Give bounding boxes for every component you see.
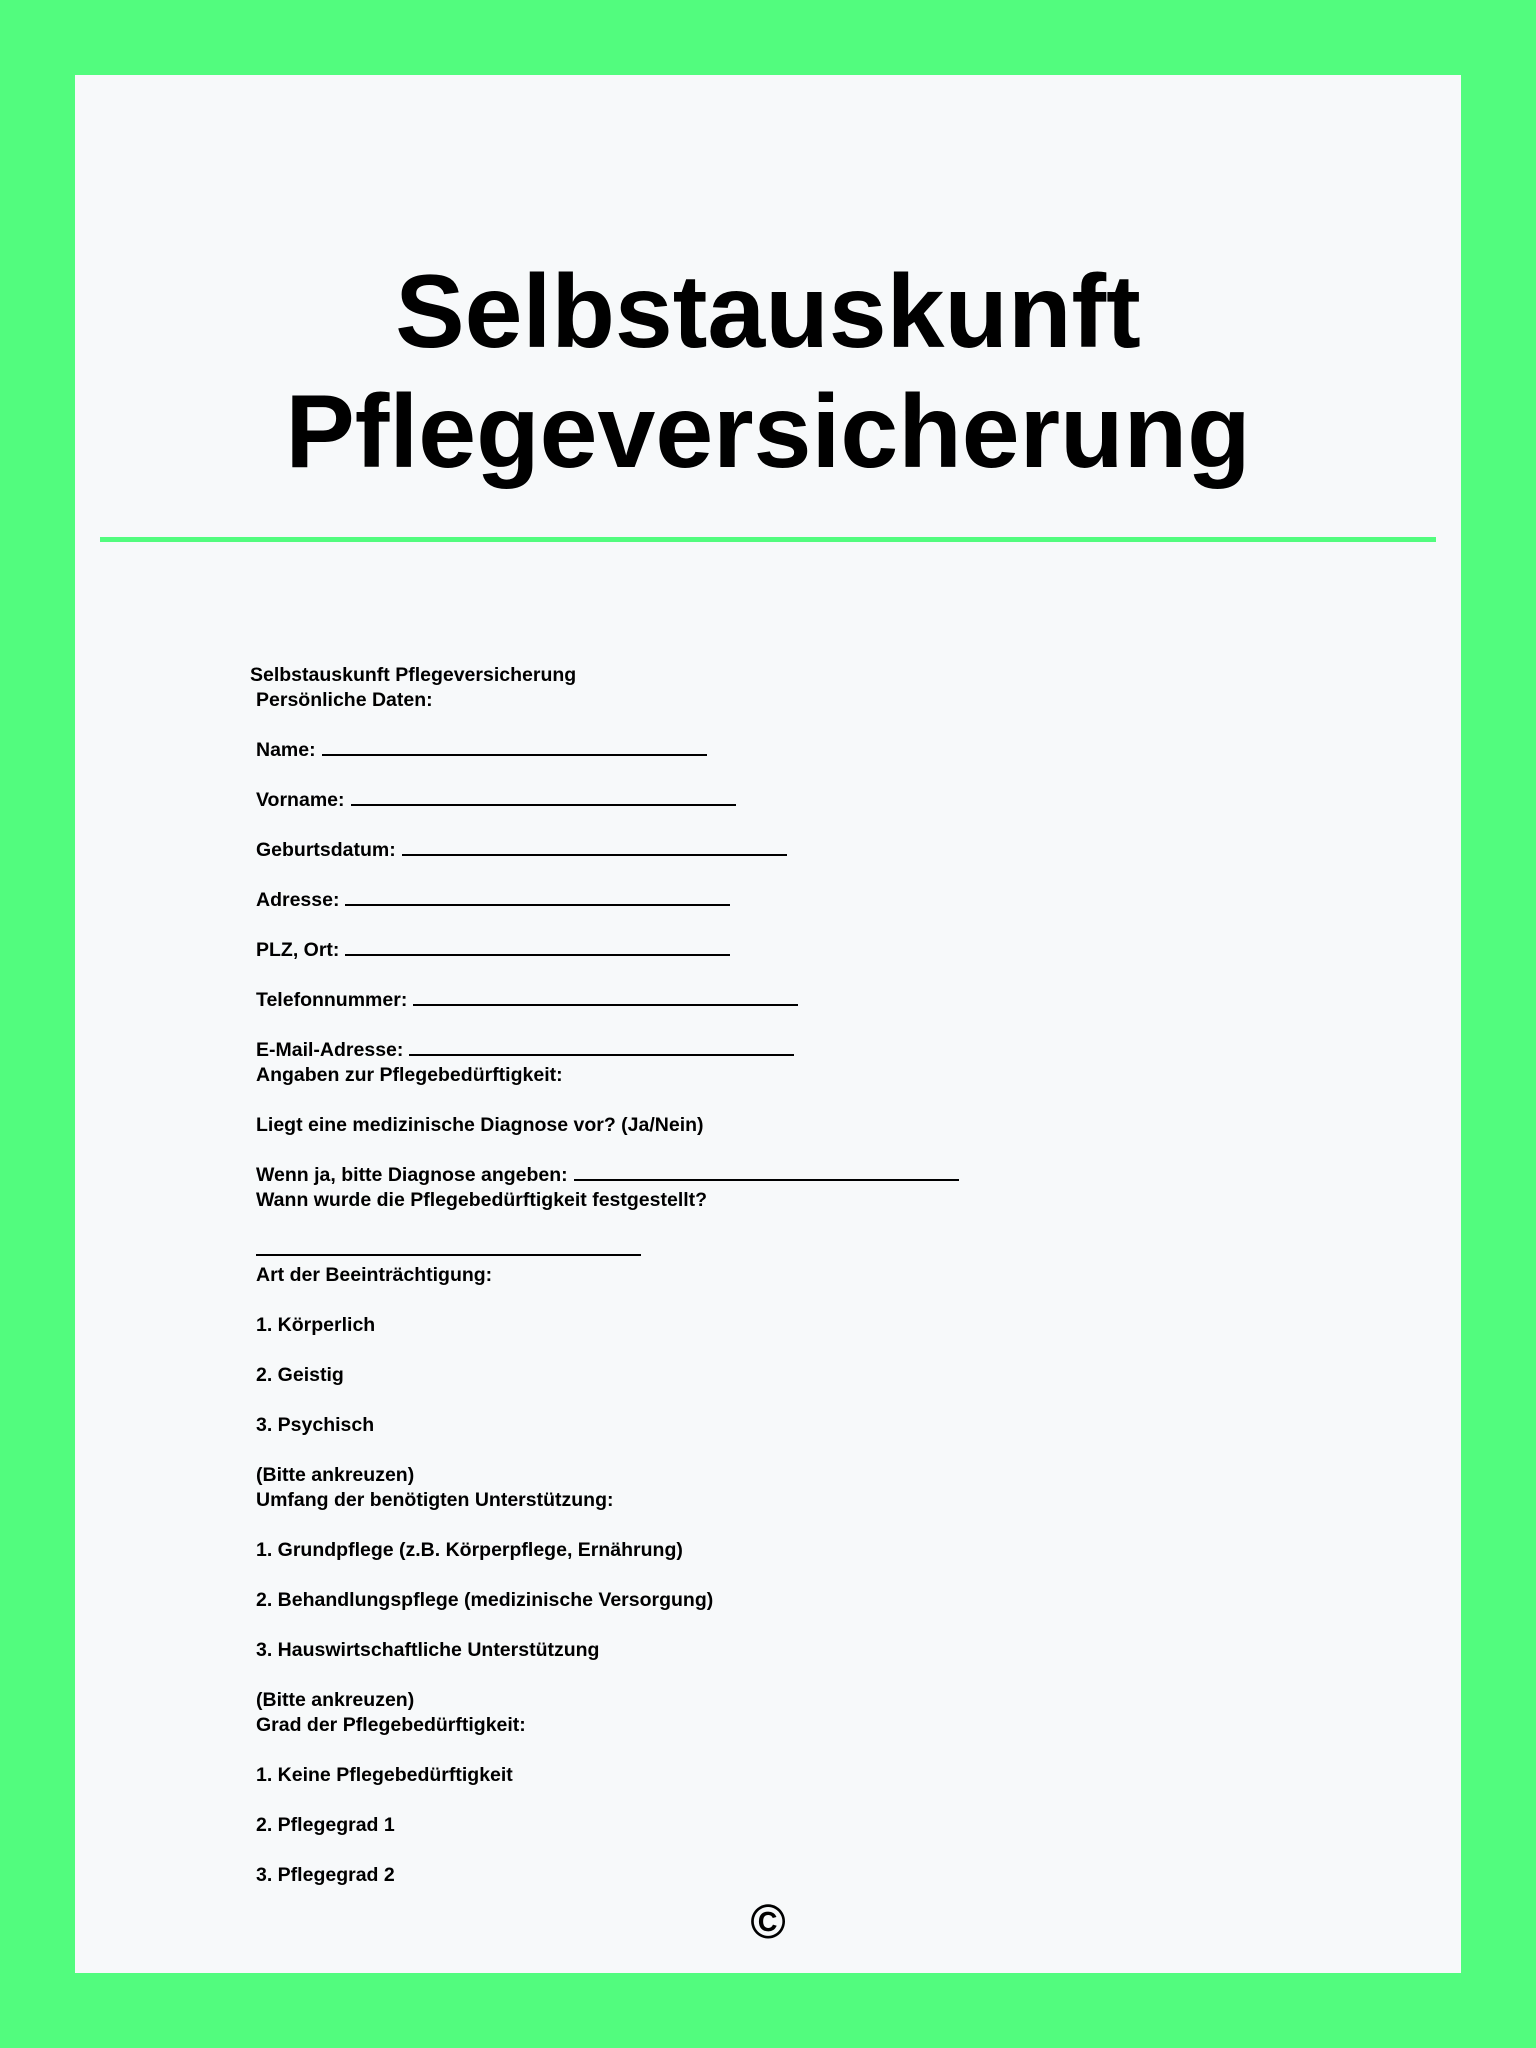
name-label: Name:	[256, 739, 316, 761]
adresse-label: Adresse:	[256, 889, 340, 911]
telefon-label: Telefonnummer:	[256, 989, 408, 1011]
section-beeintraechtigung-heading: Art der Beeinträchtigung:	[256, 1264, 493, 1286]
section-pflege-heading: Angaben zur Pflegebedürftigkeit:	[256, 1064, 563, 1086]
geburtsdatum-row	[256, 838, 787, 863]
grad-option[interactable]: 3. Pflegegrad 2	[256, 1864, 395, 1886]
plz-ort-label: PLZ, Ort:	[256, 939, 340, 961]
section-grad-heading: Grad der Pflegebedürftigkeit:	[256, 1714, 526, 1736]
document-page	[75, 75, 1461, 1973]
title-line-1: Selbstauskunft	[395, 254, 1141, 370]
section-personal-heading: Persönliche Daten:	[256, 689, 433, 711]
section-umfang-heading: Umfang der benötigten Unterstützung:	[256, 1489, 614, 1511]
diagnose-blank[interactable]	[574, 1179, 959, 1181]
beeintraechtigung-option[interactable]: 3. Psychisch	[256, 1414, 375, 1436]
copyright-symbol: ©	[750, 1896, 786, 1949]
name-row	[256, 738, 707, 763]
diagnose-label: Wenn ja, bitte Diagnose angeben:	[256, 1164, 568, 1186]
vorname-label: Vorname:	[256, 789, 345, 811]
ankreuzen-note: (Bitte ankreuzen)	[256, 1464, 415, 1486]
geburtsdatum-blank[interactable]	[402, 854, 787, 856]
umfang-option[interactable]: 2. Behandlungspflege (medizinische Versorgung)	[256, 1589, 714, 1611]
vorname-blank[interactable]	[351, 804, 736, 806]
geburtsdatum-label: Geburtsdatum:	[256, 839, 396, 861]
title-line-2: Pflegeversicherung	[285, 374, 1251, 490]
grad-option[interactable]: 1. Keine Pflegebedürftigkeit	[256, 1764, 513, 1786]
festgestellt-row	[256, 1238, 641, 1263]
email-blank[interactable]	[409, 1054, 794, 1056]
vorname-row	[256, 788, 736, 813]
plz-ort-blank[interactable]	[345, 954, 730, 956]
telefon-blank[interactable]	[413, 1004, 798, 1006]
form-content	[75, 75, 1461, 1973]
beeintraechtigung-option[interactable]: 1. Körperlich	[256, 1314, 376, 1336]
umfang-option[interactable]: 1. Grundpflege (z.B. Körperpflege, Ernährung)	[256, 1539, 683, 1561]
diagnose-question: Liegt eine medizinische Diagnose vor? (Ja/Nein)	[256, 1114, 704, 1136]
festgestellt-question: Wann wurde die Pflegebedürftigkeit festgestellt?	[256, 1189, 708, 1211]
adresse-blank[interactable]	[345, 904, 730, 906]
email-row	[256, 1038, 794, 1063]
name-blank[interactable]	[322, 754, 707, 756]
umfang-option[interactable]: 3. Hauswirtschaftliche Unterstützung	[256, 1639, 600, 1661]
email-label: E-Mail-Adresse:	[256, 1039, 404, 1061]
form-heading: Selbstauskunft Pflegeversicherung	[250, 664, 577, 686]
grad-option[interactable]: 2. Pflegegrad 1	[256, 1814, 395, 1836]
plz-ort-row	[256, 938, 730, 963]
festgestellt-blank[interactable]	[256, 1254, 641, 1256]
beeintraechtigung-option[interactable]: 2. Geistig	[256, 1364, 344, 1386]
diagnose-row	[256, 1163, 959, 1188]
adresse-row	[256, 888, 730, 913]
telefon-row	[256, 988, 798, 1013]
ankreuzen-note: (Bitte ankreuzen)	[256, 1689, 415, 1711]
